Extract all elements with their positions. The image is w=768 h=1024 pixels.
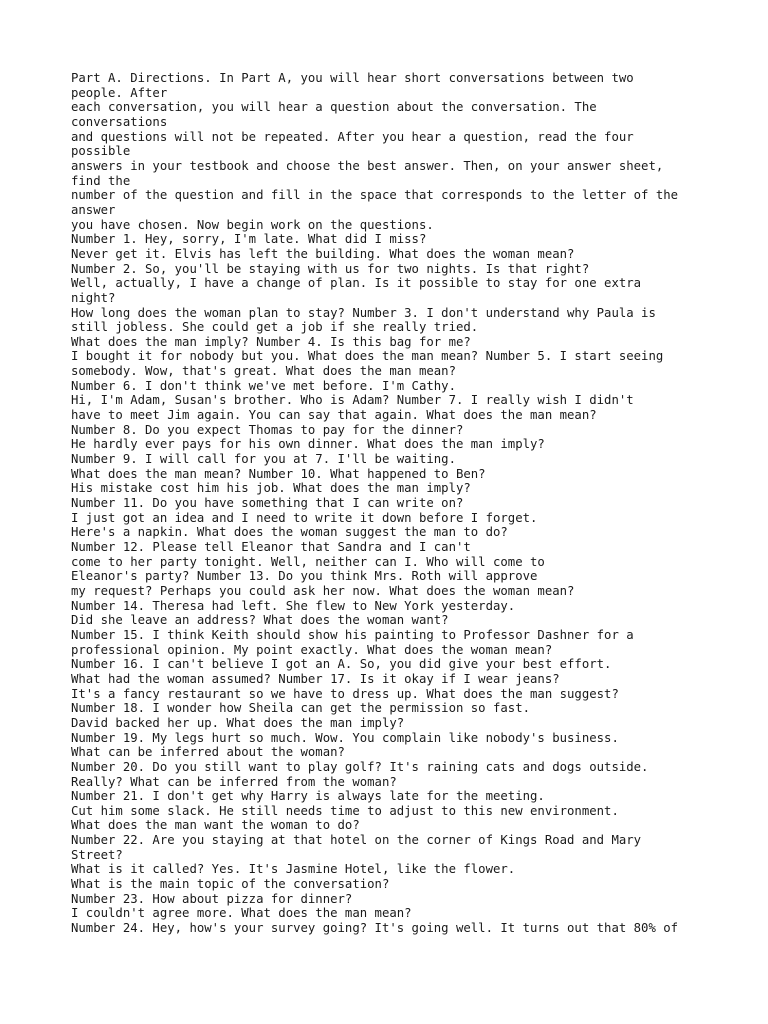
text-line: It's a fancy restaurant so we have to dress up. What does the man suggest? [71, 686, 619, 701]
text-line: Number 24. Hey, how's your survey going? It's going well. It turns out that 80% of [71, 921, 679, 936]
text-line: answer [71, 202, 116, 217]
text-line: Number 19. My legs hurt so much. Wow. You complain like nobody's business. [71, 730, 619, 745]
text-line: Number 22. Are you staying at that hotel on the corner of Kings Road and Mary [71, 833, 642, 848]
text-line: Street? [71, 847, 123, 862]
text-line: How long does the woman plan to stay? Number 3. I don't understand why Paula is [71, 305, 656, 320]
text-line: people. After [71, 85, 168, 100]
text-line: Eleanor's party? Number 13. Do you think Mrs. Roth will approve [71, 569, 538, 584]
text-line: and questions will not be repeated. After you hear a question, read the four [71, 129, 634, 144]
text-line: come to her party tonight. Well, neither can I. Who will come to [71, 554, 545, 569]
text-line: Hi, I'm Adam, Susan's brother. Who is Adam? Number 7. I really wish I didn't [71, 393, 634, 408]
text-line: Number 9. I will call for you at 7. I'll be waiting. [71, 452, 456, 467]
text-line: professional opinion. My point exactly. What does the woman mean? [71, 642, 553, 657]
text-line: Number 21. I don't get why Harry is always late for the meeting. [71, 789, 545, 804]
text-line: Number 12. Please tell Eleanor that Sandra and I can't [71, 540, 471, 554]
text-line: Cut him some slack. He still needs time to adjust to this new environment. [71, 803, 619, 818]
text-line: I couldn't agree more. What does the man mean? [71, 906, 412, 921]
text-line: What does the man imply? Number 4. Is this bag for me? [71, 334, 471, 349]
text-line: His mistake cost him his job. What does the man imply? [71, 481, 471, 496]
text-line: Did she leave an address? What does the woman want? [71, 613, 449, 628]
text-line: Number 2. So, you'll be staying with us for two nights. Is that right? [71, 261, 590, 276]
text-line: Never get it. Elvis has left the building. What does the woman mean? [71, 246, 575, 261]
text-line: find the [71, 173, 131, 188]
text-line: What does the man mean? Number 10. What happened to Ben? [71, 466, 486, 481]
text-line: have to meet Jim again. You can say that again. What does the man mean? [71, 408, 597, 423]
text-line: I bought it for nobody but you. What does the man mean? Number 5. I start seeing [71, 349, 664, 364]
text-line: Here's a napkin. What does the woman suggest the man to do? [71, 525, 508, 540]
text-line: conversations [71, 114, 168, 129]
text-line: somebody. Wow, that's great. What does the man mean? [71, 364, 456, 379]
text-line: Number 20. Do you still want to play golf? It's raining cats and dogs outside. [71, 759, 649, 774]
text-line: Number 18. I wonder how Sheila can get the permission so fast. [71, 701, 531, 716]
text-line: night? [71, 290, 116, 305]
text-line: Part A. Directions. In Part A, you will hear short conversations between two [71, 71, 634, 85]
text-line: What is it called? Yes. It's Jasmine Hotel, like the flower. [71, 862, 516, 877]
text-line: Number 23. How about pizza for dinner? [71, 891, 353, 906]
text-line: Number 8. Do you expect Thomas to pay for the dinner? [71, 422, 464, 437]
text-line: Really? What can be inferred from the woman? [71, 774, 397, 789]
text-line: Number 15. I think Keith should show his painting to Professor Dashner for a [71, 627, 634, 642]
text-line: Number 14. Theresa had left. She flew to New York yesterday. [71, 598, 516, 613]
transcript-text [71, 71, 711, 936]
text-line: Number 6. I don't think we've met before. I'm Cathy. [71, 378, 456, 393]
text-line: number of the question and fill in the space that corresponds to the letter of the [71, 188, 679, 203]
text-line: possible [71, 144, 131, 159]
text-line: each conversation, you will hear a question about the conversation. The [71, 100, 597, 115]
text-line: I just got an idea and I need to write it down before I forget. [71, 510, 538, 525]
text-line: Number 1. Hey, sorry, I'm late. What did I miss? [71, 232, 427, 247]
text-line: What had the woman assumed? Number 17. Is it okay if I wear jeans? [71, 671, 560, 686]
text-line: Number 11. Do you have something that I can write on? [71, 496, 464, 511]
text-line: What can be inferred about the woman? [71, 745, 345, 760]
text-line: What is the main topic of the conversation? [71, 877, 390, 892]
text-line: David backed her up. What does the man imply? [71, 715, 405, 730]
text-line: Number 16. I can't believe I got an A. So, you did give your best effort. [71, 657, 612, 672]
text-line: my request? Perhaps you could ask her now. What does the woman mean? [71, 583, 575, 598]
text-line: still jobless. She could get a job if she really tried. [71, 320, 479, 335]
text-line: Well, actually, I have a change of plan. Is it possible to stay for one extra [71, 276, 642, 291]
text-line: you have chosen. Now begin work on the questions. [71, 217, 434, 232]
text-line: answers in your testbook and choose the best answer. Then, on your answer sheet, [71, 158, 664, 173]
text-line: He hardly ever pays for his own dinner. What does the man imply? [71, 437, 545, 452]
text-line: What does the man want the woman to do? [71, 818, 360, 833]
